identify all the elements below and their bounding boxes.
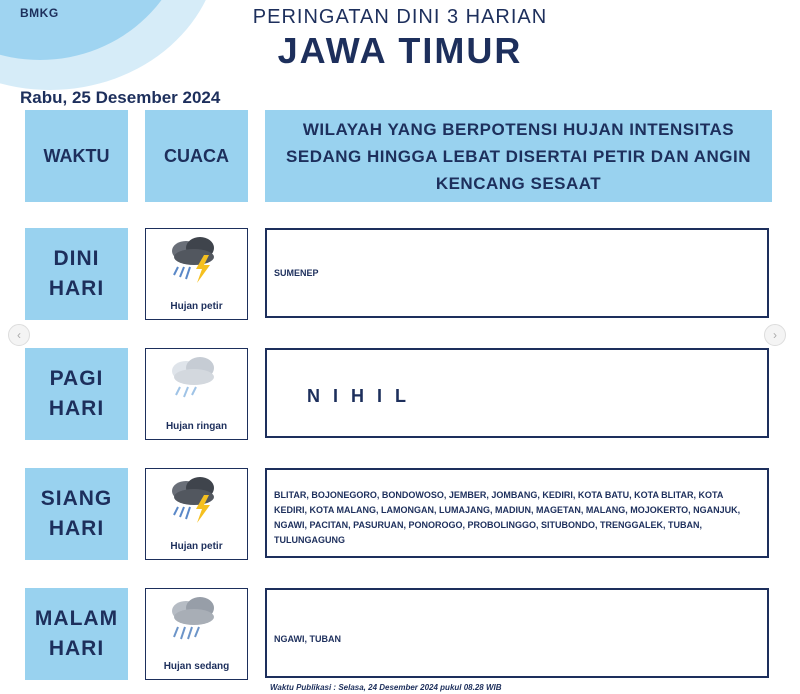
carousel-prev-button[interactable]	[8, 324, 30, 346]
time-label-line1: PAGI	[49, 367, 104, 390]
weather-cell-dini-hari	[145, 228, 248, 320]
weather-label: Hujan petir	[170, 541, 223, 552]
time-cell-malam-hari	[25, 588, 128, 680]
area-cell-malam-hari	[265, 588, 769, 678]
time-label-line2: HARI	[48, 277, 105, 300]
time-label-line1: MALAM	[34, 607, 119, 630]
column-header-cuaca: CUACA	[145, 110, 248, 202]
forecast-date: Rabu, 25 Desember 2024	[20, 88, 221, 107]
thunderstorm-icon	[164, 233, 224, 287]
light-rain-icon	[164, 353, 224, 407]
area-cell-siang-hari	[265, 468, 769, 558]
time-label-line2: HARI	[48, 397, 105, 420]
weather-cell-malam-hari	[145, 588, 248, 680]
area-list: NGAWI, TUBAN	[274, 634, 341, 644]
weather-label: Hujan ringan	[165, 421, 228, 432]
area-list: BLITAR, BOJONEGORO, BONDOWOSO, JEMBER, JOMBANG, KEDIRI, KOTA BATU, KOTA BLITAR, KOTA KEDIRI, KOTA MALANG, LAMONGAN, LUMAJANG, MADIUN, MAGETAN, MALANG, MOJOKERTO, NGANJUK, NGAWI, PACITAN, PASURUAN, PONOROGO, PROBOLINGGO, SITUBONDO, TRENGGALEK, TUBAN, TULUNGAGUNG	[274, 490, 741, 545]
column-header-waktu: WAKTU	[25, 110, 128, 202]
publication-time: Waktu Publikasi : Selasa, 24 Desember 2024 pukul 08.28 WIB	[270, 683, 502, 692]
area-cell-pagi-hari	[265, 348, 769, 438]
chevron-right-icon: ›	[773, 328, 777, 342]
weather-label: Hujan sedang	[163, 661, 230, 672]
weather-cell-siang-hari	[145, 468, 248, 560]
time-label-line1: DINI	[53, 247, 100, 270]
logo-text: BMKG	[20, 6, 59, 20]
weather-cell-pagi-hari	[145, 348, 248, 440]
time-label-line2: HARI	[48, 517, 105, 540]
time-cell-pagi-hari	[25, 348, 128, 440]
time-cell-dini-hari	[25, 228, 128, 320]
area-cell-dini-hari	[265, 228, 769, 318]
page-title: JAWA TIMUR	[277, 30, 523, 71]
page-subtitle: PERINGATAN DINI 3 HARIAN	[252, 6, 548, 28]
time-label-line1: SIANG	[40, 487, 113, 510]
chevron-left-icon: ‹	[17, 328, 21, 342]
carousel-next-button[interactable]	[764, 324, 786, 346]
time-cell-siang-hari	[25, 468, 128, 560]
moderate-rain-icon	[164, 593, 224, 647]
weather-label: Hujan petir	[170, 301, 223, 312]
thunderstorm-icon	[164, 473, 224, 527]
column-header-wilayah: WILAYAH YANG BERPOTENSI HUJAN INTENSITAS SEDANG HINGGA LEBAT DISERTAI PETIR DAN ANGIN KENCANG SESAAT	[265, 110, 772, 202]
area-list: SUMENEP	[274, 268, 319, 278]
area-nihil: N I H I L	[307, 386, 410, 406]
time-label-line2: HARI	[48, 637, 105, 660]
